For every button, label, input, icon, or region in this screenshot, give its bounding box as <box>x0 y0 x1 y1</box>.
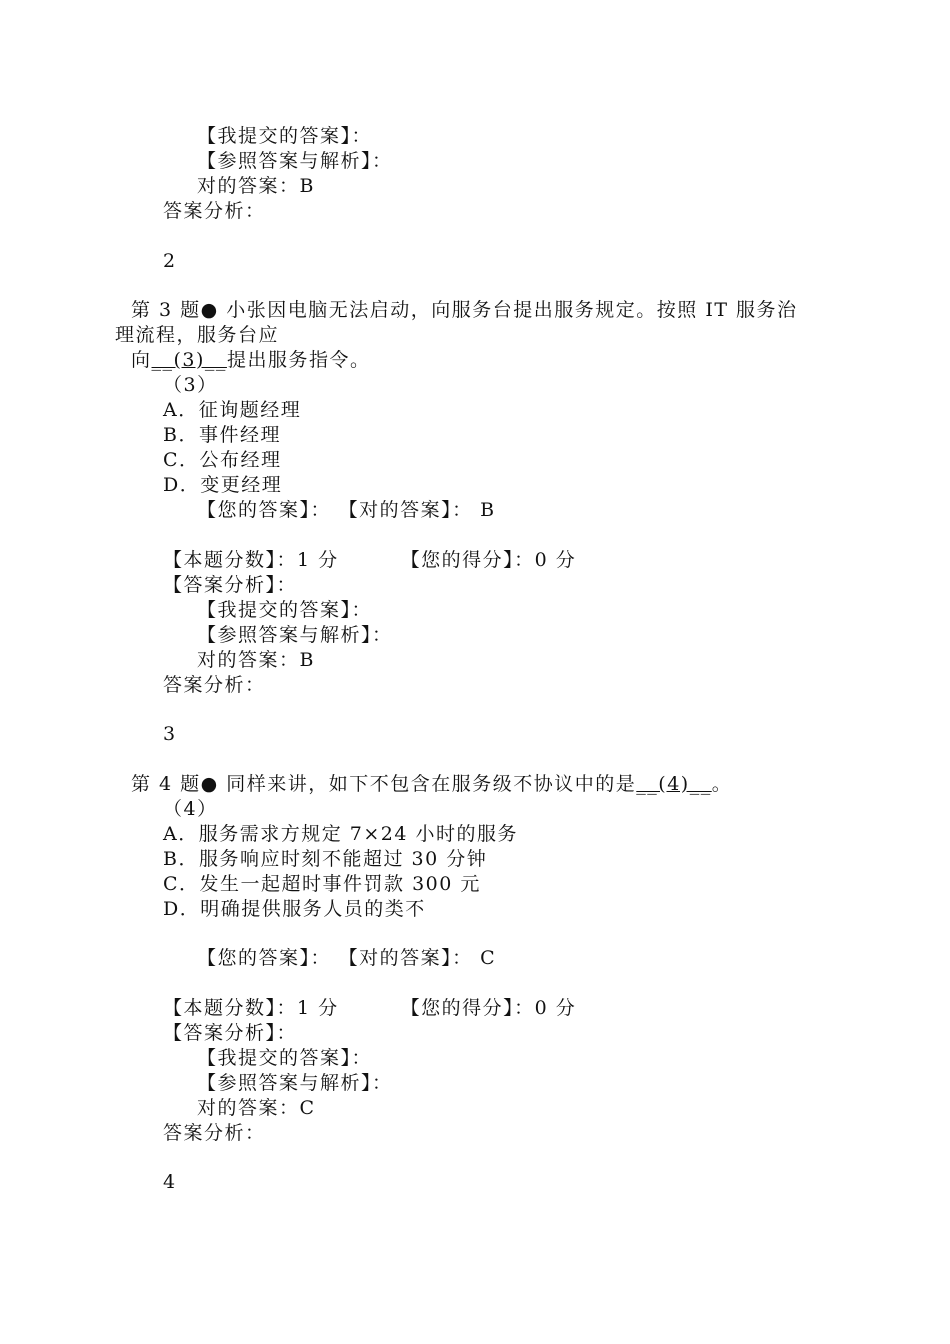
question-3-blank: __(3)__ <box>151 349 227 371</box>
option-c: C．发生一起超时事件罚款 300 元 <box>163 873 481 895</box>
score-label: 【本题分数】：1 分 <box>163 997 339 1019</box>
question-3-text-part: 向 <box>131 349 152 371</box>
my-answer-label: 【我提交的答案】： <box>197 125 373 147</box>
question-4-text <box>131 772 732 797</box>
question-3-text: 第 3 题● 小张因电脑无法启动，向服务台提出服务规定。按照 IT 服务治 <box>131 299 798 321</box>
score-row <box>163 996 576 1021</box>
option-c: C．公布经理 <box>163 449 282 471</box>
option-d: D．变更经理 <box>163 474 283 496</box>
option-a: A．服务需求方规定 7×24 小时的服务 <box>163 823 518 845</box>
analysis-label: 答案分析： <box>163 674 266 696</box>
question-4-text-part: 。 <box>711 773 733 795</box>
correct-value: B <box>480 499 496 521</box>
question-3-text-line3 <box>131 348 370 373</box>
correct-answer: 对的答案：B <box>197 649 315 671</box>
page-number: 2 <box>163 250 177 272</box>
score-label: 【本题分数】：1 分 <box>163 549 339 571</box>
question-4-sub-label: （4） <box>163 798 218 820</box>
analysis-label: 答案分析： <box>163 200 266 222</box>
option-d: D．明确提供服务人员的类不 <box>163 898 426 920</box>
question-3-sub-label: （3） <box>163 374 218 396</box>
question-4-text-part: 第 4 题● 同样来讲，如下不包含在服务级不协议中的是 <box>131 773 637 795</box>
reference-label: 【参照答案与解析】： <box>197 624 393 646</box>
your-answer-label: 【您的答案】： <box>197 947 332 969</box>
question-4-blank: __(4)__ <box>636 773 712 795</box>
question-3-text-part: 提出服务指令。 <box>226 349 371 371</box>
your-score-label: 【您的得分】：0 分 <box>400 997 577 1019</box>
correct-label: 【对的答案】： <box>338 499 473 521</box>
my-answer-label: 【我提交的答案】： <box>197 1047 373 1069</box>
correct-answer: 对的答案：B <box>197 175 315 197</box>
answer-row <box>197 946 496 971</box>
option-a: A．征询题经理 <box>163 399 302 421</box>
analysis-header: 【答案分析】： <box>163 1022 298 1044</box>
your-score-label: 【您的得分】：0 分 <box>400 549 577 571</box>
page-number: 3 <box>163 723 177 745</box>
my-answer-label: 【我提交的答案】： <box>197 599 373 621</box>
analysis-header: 【答案分析】： <box>163 574 298 596</box>
your-answer-label: 【您的答案】： <box>197 499 332 521</box>
page-number: 4 <box>163 1171 177 1193</box>
option-b: B．服务响应时刻不能超过 30 分钟 <box>163 848 488 870</box>
correct-answer: 对的答案：C <box>197 1097 316 1119</box>
option-b: B．事件经理 <box>163 424 281 446</box>
reference-label: 【参照答案与解析】： <box>197 1072 393 1094</box>
reference-label: 【参照答案与解析】： <box>197 150 393 172</box>
score-row <box>163 548 576 573</box>
correct-label: 【对的答案】： <box>338 947 473 969</box>
analysis-label: 答案分析： <box>163 1122 266 1144</box>
question-3-text-line2: 理流程，服务台应 <box>115 324 280 346</box>
correct-value: C <box>480 947 497 969</box>
answer-row <box>197 498 496 523</box>
